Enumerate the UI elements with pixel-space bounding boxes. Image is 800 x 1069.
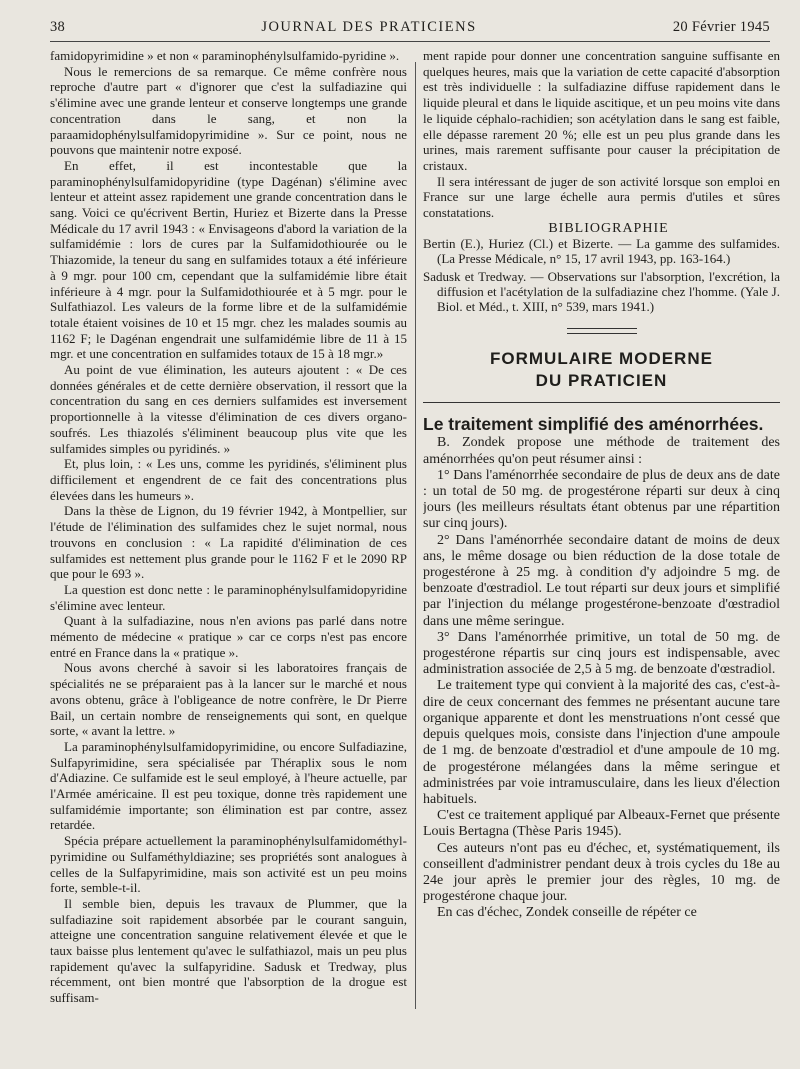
paragraph: C'est ce traitement appliqué par Albeaux-Fernet que présente Louis Bertagna (Thèse Paris 1945).	[423, 808, 780, 840]
paragraph: Quant à la sulfadiazine, nous n'en avions pas parlé dans notre mémento de médecine « pratique » car ce corps n'est pas encore entré en France dans la « pratique ».	[50, 613, 407, 660]
paragraph: Le traitement type qui convient à la majorité des cas, c'est-à-dire de ceux concernant des femmes ne présentant aucune tare organique apparente et dont les menstruations n'ont cessé que depuis quelques mois, consiste dans l'injection d'une ampoule de 1 mg. de benzoate d'œstradiol et d'une ampoule de 10 mg. de progestérone mélangées dans la même seringue et administrées par voie intramusculaire, dans les lieux d'élection habituels.	[423, 678, 780, 807]
paragraph: Et, plus loin, : « Les uns, comme les pyridinés, s'éliminent plus difficilement et engendrent de ce fait des concentrations plus élevées dans les humeurs ».	[50, 456, 407, 503]
running-header	[50, 14, 770, 40]
paragraph: 3° Dans l'aménorrhée primitive, un total de 50 mg. de progestérone répartis sur cinq jours est indispensable, avec administration associée de 2,5 à 5 mg. de benzoate d'œstradiol.	[423, 629, 780, 678]
section-heading-line: DU PRATICIEN	[535, 371, 668, 391]
paragraph: Il sera intéressant de juger de son activité lorsque son emploi en France sur une large échelle aura permis d'utiles et sûres constatations.	[423, 173, 780, 221]
header-rule	[50, 41, 770, 42]
paragraph: B. Zondek propose une méthode de traitement des aménorrhées qu'on peut résumer ainsi :	[423, 435, 780, 467]
issue-date: 20 Février 1945	[672, 18, 770, 35]
right-column	[423, 48, 780, 1049]
section-heading	[423, 348, 780, 392]
bibliography-entry: Bertin (E.), Huriez (Cl.) et Bizerte. — La gamme des sulfamides. (La Presse Médicale, n° 15, 17 avril 1943, pp. 163-164.)	[423, 236, 780, 267]
bibliography-title: BIBLIOGRAPHIE	[548, 220, 669, 236]
paragraph: En effet, il est incontestable que la paraminophénylsulfamidopyridine (type Dagénan) s'élimine avec lenteur et atteint assez rapidement une grande concentration dans le sang. Voici ce qu'écrivent Bertin, Huriez et Bizerte dans la Presse Médicale du 17 avril 1943 : « Envisageons d'abord la variation de la sulfamidémie : lors de cures par la Sulfamidothiourée ou le Thiazomide, la teneur du sang en sulfamides totaux a été inférieure à 9 mgr. pour 100 cm, cependant que la sulfamidémie libre était inférieure à 4 mgr. pour la Sulfamidothiourée et à 5 mgr. pour le Sulfathiazol. Les valeurs de la forme libre et de la sulfamidémie totale étaient voisines de 10 et 15 mgr. chez les malades soumis au 1162 F; le Dagénan engendrait une sulfamidémie libre de 11 à 15 mgr. et une concentration en sulfamides totaux de 15 à 18 mgr.»	[50, 157, 407, 362]
paragraph: Au point de vue élimination, les auteurs ajoutent : « De ces données générales et de cette dernière observation, il ressort que la concentration du sang en ces derniers sulfamides est inversement proportionnelle à la vitesse d'élimination de ces divers organo-soufrés. Les thiazolés s'éliminent beaucoup plus vite que les sulfamides simples ou pyridinés. »	[50, 362, 407, 456]
paragraph: La question est donc nette : le paraminophénylsulfamidopyridine s'élimine avec lenteur.	[50, 581, 407, 613]
journal-title: JOURNAL DES PRATICIENS	[261, 18, 477, 35]
double-rule-divider	[567, 328, 637, 334]
paragraph: Spécia prépare actuellement la paraminophénylsulfamidométhyl-pyrimidine ou Sulfaméthyldiazine; ses propriétés sont analogues à celles de la Sulfapyrimidine, mais son activité est un peu moins forte, semble-t-il.	[50, 833, 407, 896]
left-column	[50, 48, 407, 1049]
section-heading-line: FORMULAIRE MODERNE	[490, 349, 713, 369]
page-number: 38	[50, 18, 66, 35]
paragraph: Nous avons cherché à savoir si les laboratoires français de spécialités ne se préparaient pas à la lancer sur le marché et nous avons obtenu, grâce à l'obligeance de notre confrère, le Dr Pierre Bail, un certain nombre de renseignements qui sont, en quelque sorte, « avant la lettre. »	[50, 660, 407, 739]
paragraph: Dans la thèse de Lignon, du 19 février 1942, à Montpellier, sur l'étude de l'élimination des sulfamides chez le sujet normal, nous trouvons en conclusion : « La rapidité d'élimination de ces sulfamides est nettement plus grande pour le 1162 F et le 2090 RP que pour le 693 ».	[50, 503, 407, 582]
column-divider	[415, 62, 416, 1009]
paragraph: La paraminophénylsulfamidopyrimidine, ou encore Sulfadiazine, Sulfapyrimidine, sera spécialisée par Théraplix sous le nom d'Adiazine. Ce sulfamide est le seul employé, à l'heure actuelle, par l'Armée américaine. Il est peu toxique, donne très rapidement une sulfamidémie importante; son élimination est par contre, assez retardée.	[50, 738, 407, 833]
paragraph: ment rapide pour donner une concentration sanguine suffisante en quelques heures, mais que la variation de cette capacité d'absorption est très individuelle : la sulfadiazine diffuse rapidement dans le liquide pleural et dans le liquide ascitique, et un peu moins vite dans le liquide céphalo-rachidien; son acétylation dans le sang est faible, elle dépasse rarement 20 %; elle est un peu plus grande dans les urines, mais rarement suffisante pour causer la précipitation de cristaux.	[423, 48, 780, 173]
paragraph: famidopyrimidine » et non « paraminophénylsulfamido-pyridine ».	[50, 48, 400, 63]
paragraph: 1° Dans l'aménorrhée secondaire de plus de deux ans de date : un total de 50 mg. de progestérone réparti sur deux à cinq jours (les meilleurs résultats étant obtenus par une répartition sur cinq jours).	[423, 467, 780, 532]
bibliography-entry: Sadusk et Tredway. — Observations sur l'absorption, l'excrétion, la diffusion et l'acétylation de la sulfadiazine chez l'homme. (Yale J. Biol. et Méd., t. XIII, n° 539, mars 1941.)	[423, 269, 780, 315]
article-title: Le traitement simplifié des aménorrhées.	[423, 414, 764, 435]
section-rule	[423, 402, 780, 403]
paragraph: Il semble bien, depuis les travaux de Plummer, que la sulfadiazine soit rapidement absorbée par le courant sanguin, atteigne une concentration sanguine relativement élevée et que le taux baisse plus lentement qu'avec le sulfathiazol, mais un peu plus rapidement qu'avec la sulfapyridine. Sadusk et Tredway, plus récemment, ont bien montré que l'absorption de la drogue est suffisam-	[50, 895, 407, 1006]
paragraph: En cas d'échec, Zondek conseille de répéter ce	[437, 905, 697, 921]
paragraph: 2° Dans l'aménorrhée secondaire datant de moins de deux ans, le même dosage ou bien réduction de la dose totale de progestérone à 25 mg. à condition d'y adjoindre 5 mg. de benzoate d'œstradiol. Le tout réparti sur deux jours et simplifié par l'injection du mélange progestérone-benzoate d'œstradiol dans une même seringue.	[423, 532, 780, 629]
paragraph: Nous le remercions de sa remarque. Ce même confrère nous reproche d'autre part « d'ignorer que c'est la sulfadiazine qui s'élimine avec une grande lenteur et conserve longtemps une grande concentration dans le sang, et non la paraamidophénylsulfamidopyrimidine ». Sur ce point, nous ne pouvons que maintenir notre exposé.	[50, 63, 407, 158]
paragraph: Ces auteurs n'ont pas eu d'échec, et, systématiquement, ils conseillent d'administrer pendant deux à trois cycles du 18e au 24e jour après le premier jour des règles, 10 mg. de progestérone chaque jour.	[423, 840, 780, 905]
